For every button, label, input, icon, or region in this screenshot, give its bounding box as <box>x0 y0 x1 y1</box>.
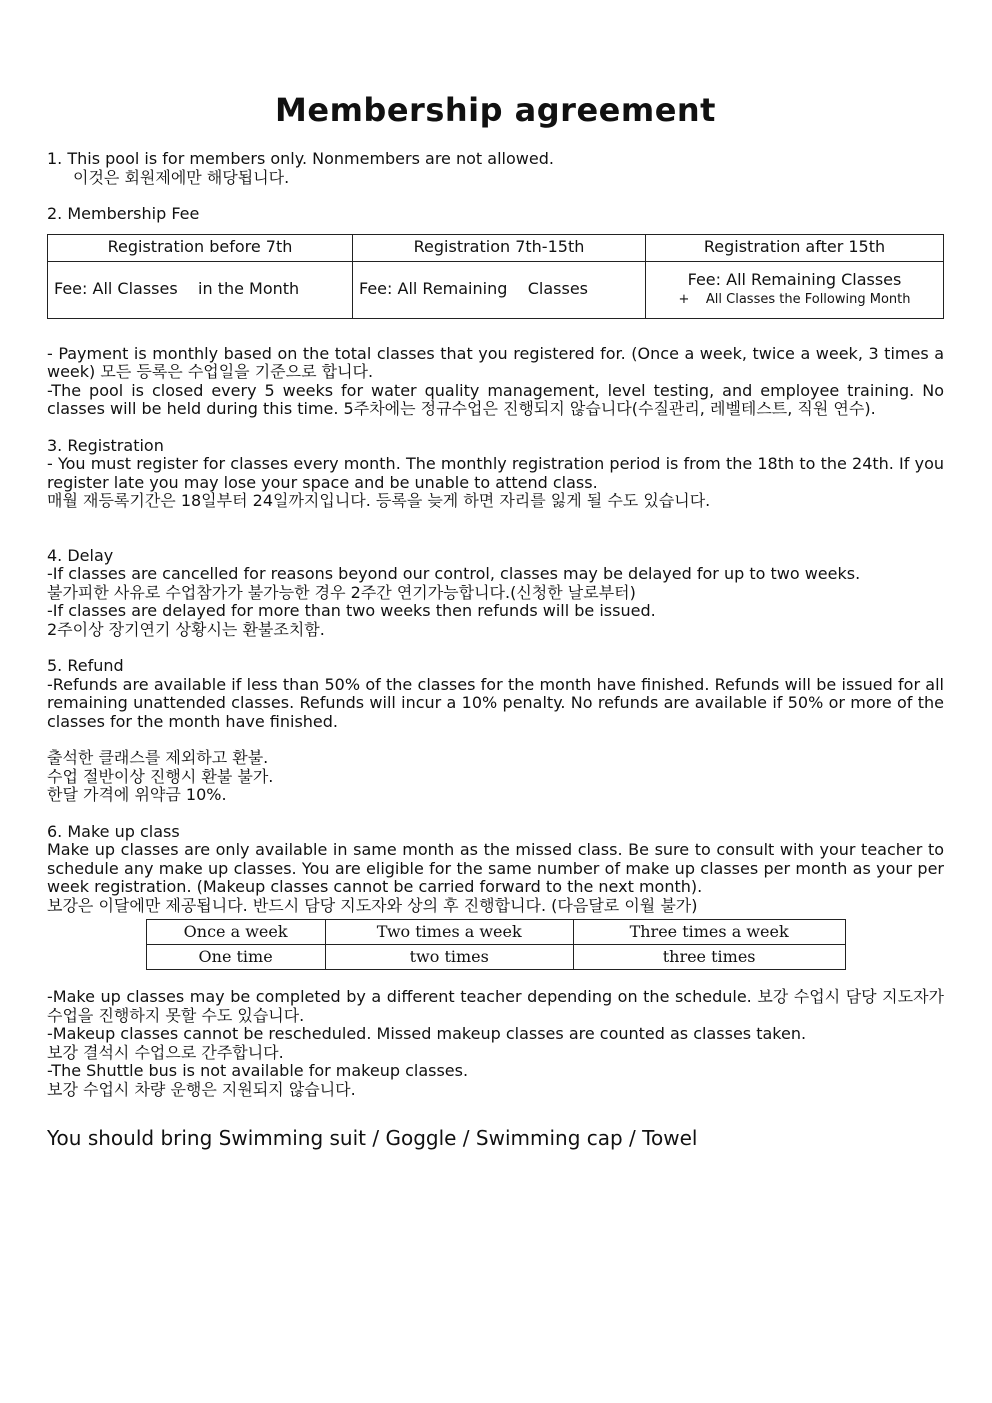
section-registration <box>47 437 944 511</box>
delay-title: 4. Delay <box>47 545 114 565</box>
fee-header-before-7th: Registration before 7th <box>48 234 353 261</box>
make-up-en: Make up classes are only available in same month as the missed class. Be sure to consult with your teacher to schedule any make up classes. You are eligible for the same number of make up classes per month as your per week registration. (Makeup classes cannot be carried forward to the next month). <box>47 840 944 896</box>
registration-ko: 매월 재등록기간은 18일부터 24일까지입니다. 등록을 늦게 하면 자리를 잃게 될 수도 있습니다. <box>47 491 711 510</box>
registration-title: 3. Registration <box>47 435 164 455</box>
section-members-only <box>47 150 944 187</box>
delay-p1: -If classes are cancelled for reasons beyond our control, classes may be delayed for up to two weeks. <box>47 564 861 583</box>
make-up-once-a-week: Once a week <box>146 920 325 945</box>
refund-ko-1: 출석한 클래스를 제외하고 환불. <box>47 748 269 767</box>
page-title: Membership agreement <box>275 91 716 129</box>
make-up-reschedule-note: -Makeup classes cannot be rescheduled. Missed makeup classes are counted as classes taken. <box>47 1024 807 1043</box>
payment-note: - Payment is monthly based on the total classes that you registered for. (Once a week, twice a week, 3 times a week) 모든 등록은 수업일을 기준으로 합니다. <box>47 343 944 381</box>
delay-p2: 불가피한 사유로 수업참가가 불가능한 경우 2주간 연기가능합니다.(신청한 날로부터) <box>47 582 636 602</box>
make-up-shuttle-ko: 보강 수업시 차량 운행은 지원되지 않습니다. <box>47 1079 356 1099</box>
refund-en: -Refunds are available if less than 50% of the classes for the month have finished. Refunds will be issued for all remaining unattended classes. Refunds will incur a 10% penalty. No refunds are available if 50% or more of the classes for the month have finished. <box>47 674 944 731</box>
refund-ko-3: 한달 가격에 위약금 10%. <box>47 785 227 804</box>
make-up-teacher-note: -Make up classes may be completed by a different teacher depending on the schedule. 보강 수업시 담당 지도자가 수업을 진행하지 못할 수도 있습니다. <box>47 987 944 1025</box>
delay-p4: 2주이상 장기연기 상황시는 환불조치함. <box>47 619 325 639</box>
make-up-shuttle-note: -The Shuttle bus is not available for makeup classes. <box>47 1061 469 1080</box>
members-only-ko: 이것은 회원제에만 해당됩니다. <box>73 167 290 187</box>
fee-header-7th-15th: Registration 7th-15th <box>353 234 646 261</box>
section-refund <box>47 657 944 805</box>
section-delay <box>47 547 944 640</box>
fee-table <box>47 234 944 319</box>
members-only-text: This pool is for members only. Nonmembers are not allowed. <box>67 149 554 168</box>
make-up-title: 6. Make up class <box>47 821 180 841</box>
fee-cell-before-7th: Fee: All Classes in the Month <box>48 261 353 318</box>
bring-items-note: You should bring Swimming suit / Goggle / Swimming cap / Towel <box>47 1126 698 1150</box>
make-up-two-times: two times <box>325 945 573 970</box>
fee-cell-7th-15th: Fee: All Remaining Classes <box>353 261 646 318</box>
section-membership-fee <box>47 205 944 419</box>
membership-fee-title: 2. Membership Fee <box>47 204 200 223</box>
registration-en: - You must register for classes every month. The monthly registration period is from the 18th to the 24th. If you register late you may lose your space and be unable to attend class. <box>47 454 944 492</box>
agreement-page <box>47 90 944 1171</box>
fee-header-after-15th: Registration after 15th <box>646 234 944 261</box>
make-up-three-times: three times <box>573 945 845 970</box>
make-up-table <box>146 919 846 970</box>
pool-closed-note: -The pool is closed every 5 weeks for water quality management, level testing, and employee training. No classes will be held during this time. 5주차에는 정규수업은 진행되지 않습니다(수질관리, 레벨테스트, 직원 연수). <box>47 380 944 418</box>
refund-ko-2: 수업 절반이상 진행시 환불 불가. <box>47 766 274 786</box>
fee-cell-after-15th <box>646 261 944 318</box>
delay-p3: -If classes are delayed for more than two weeks then refunds will be issued. <box>47 601 656 620</box>
section-number: 1. <box>47 149 63 168</box>
make-up-reschedule-ko: 보강 결석시 수업으로 간주합니다. <box>47 1042 284 1062</box>
make-up-one-time: One time <box>146 945 325 970</box>
make-up-ko: 보강은 이달에만 제공됩니다. 반드시 담당 지도자와 상의 후 진행합니다. (다음달로 이월 불가) <box>47 895 698 915</box>
fee-cell-after-15th-line1: Fee: All Remaining Classes <box>687 269 902 289</box>
section-make-up-class <box>47 823 944 1100</box>
refund-title: 5. Refund <box>47 656 124 675</box>
members-only-en <box>47 150 944 169</box>
make-up-three-times-a-week: Three times a week <box>573 920 845 945</box>
fee-cell-after-15th-line2: + All Classes the Following Month <box>678 291 911 307</box>
make-up-two-times-a-week: Two times a week <box>325 920 573 945</box>
